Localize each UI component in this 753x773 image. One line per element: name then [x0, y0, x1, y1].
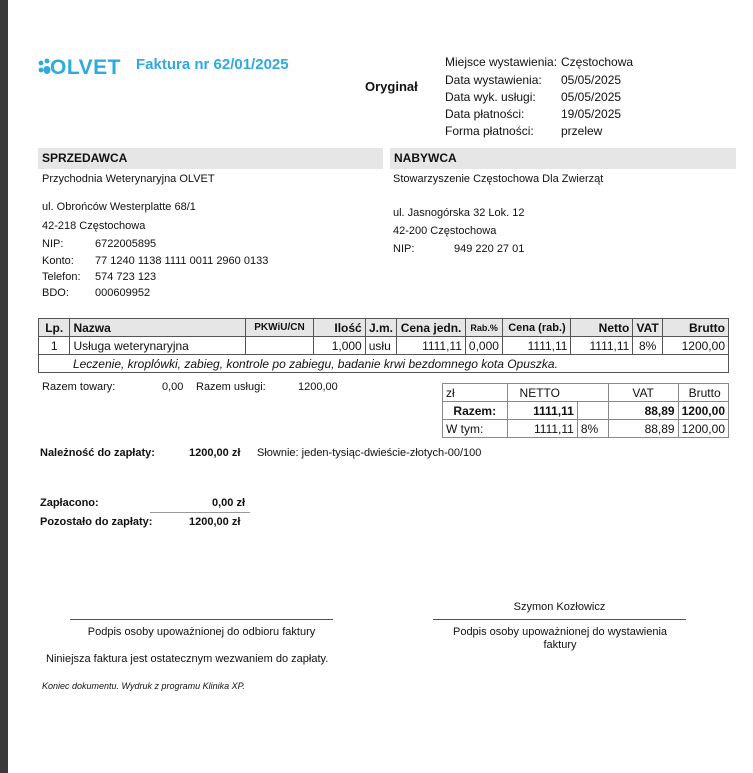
invoice-title: Faktura nr 62/01/2025: [136, 56, 289, 73]
meta-value: 05/05/2025: [561, 90, 622, 104]
col-price: Cena jedn.: [397, 319, 466, 337]
goods-total-value: 0,00: [162, 381, 184, 393]
summary-vat-header: VAT: [608, 384, 678, 402]
col-price-disc: Cena (rab.): [503, 319, 571, 337]
amount-due-label: Należność do zapłaty:: [40, 447, 155, 459]
summary-intym-label: W tym:: [443, 420, 508, 438]
seller-bdo: 000609952: [95, 287, 151, 299]
summary-total-netto: 1111,11: [507, 402, 577, 420]
meta-value: 05/05/2025: [561, 73, 622, 87]
buyer-city: 42-200 Częstochowa: [393, 225, 497, 237]
cell-lp: 1: [39, 337, 70, 355]
buyer-heading: NABYWCA: [390, 148, 736, 169]
remaining-value: 1200,00 zł: [189, 516, 241, 528]
col-discount: Rab.%: [465, 319, 503, 337]
meta-label: Miejsce wystawienia:: [445, 55, 558, 69]
paid-label: Zapłacono:: [40, 497, 99, 509]
seller-heading: SPRZEDAWCA: [38, 148, 383, 169]
buyer-name: Stowarzyszenie Częstochowa Dla Zwierząt: [393, 173, 604, 185]
cell-unit: usłu: [365, 337, 396, 355]
seller-field-label: Telefon:: [42, 271, 81, 283]
meta-value: przelew: [561, 124, 603, 138]
summary-total-row: [443, 402, 729, 420]
meta-value: 19/05/2025: [561, 107, 622, 121]
col-pkwiu: PKWiU/CN: [246, 319, 314, 337]
remaining-label: Pozostało do zapłaty:: [40, 516, 153, 528]
issuer-name: Szymon Kozłowicz: [513, 601, 606, 613]
table-row: [39, 337, 729, 355]
table-row-note: [39, 355, 729, 373]
meta-value: Częstochowa: [561, 55, 634, 69]
summary-total-vat: 88,89: [608, 402, 678, 420]
seller-phone: 574 723 123: [95, 271, 157, 283]
cell-name: Usługa weterynaryjna: [70, 337, 246, 355]
invoice-page: [8, 0, 753, 773]
cell-gross: 1200,00: [662, 337, 728, 355]
summary-intym-rate: 8%: [577, 420, 608, 438]
vat-summary-table: [442, 383, 729, 438]
buyer-street: ul. Jasnogórska 32 Lok. 12: [393, 207, 525, 219]
cell-pkwiu: [246, 337, 314, 355]
summary-intym-netto: 1111,11: [507, 420, 577, 438]
meta-label: Data płatności:: [445, 107, 525, 121]
seller-city: 42-218 Częstochowa: [42, 220, 146, 232]
summary-total-label: Razem:: [443, 402, 508, 420]
items-header-row: [39, 319, 729, 337]
seller-field-label: Konto:: [42, 255, 74, 267]
seller-nip: 6722005895: [95, 238, 157, 250]
col-unit: J.m.: [365, 319, 396, 337]
services-total-label: Razem usługi:: [196, 381, 266, 393]
summary-header-row: [443, 384, 729, 402]
summary-netto-header: NETTO: [507, 384, 608, 402]
summary-total-brutto: 1200,00: [678, 402, 728, 420]
copy-label: Oryginał: [365, 79, 418, 94]
receiver-signature-caption: Podpis osoby upoważnionej do odbioru faktury: [87, 626, 316, 638]
seller-field-label: NIP:: [42, 238, 64, 250]
services-total-value: 1200,00: [298, 381, 338, 393]
goods-total-label: Razem towary:: [42, 381, 116, 393]
amount-due-value: 1200,00 zł: [189, 447, 241, 459]
issuer-signature-caption: Podpis osoby upoważnionej do wystawienia faktury: [452, 626, 668, 651]
receiver-signature-line: [70, 619, 333, 620]
logo-text: OLVET: [50, 56, 121, 79]
buyer-nip-label: NIP:: [393, 243, 415, 255]
buyer-nip: 949 220 27 01: [454, 243, 525, 255]
paid-divider: [150, 512, 250, 513]
cell-price-disc: 1111,11: [503, 337, 571, 355]
summary-intym-brutto: 1200,00: [678, 420, 728, 438]
summary-intym-vat: 88,89: [608, 420, 678, 438]
paid-value: 0,00 zł: [212, 497, 246, 509]
olvet-logo: [38, 56, 121, 84]
summary-brutto-header: Brutto: [678, 384, 728, 402]
meta-label: Data wystawienia:: [445, 73, 542, 87]
summary-intym-row: [443, 420, 729, 438]
col-vat: VAT: [633, 319, 663, 337]
seller-account: 77 1240 1138 1111 0011 2960 0133: [95, 255, 269, 267]
seller-field-label: BDO:: [42, 287, 69, 299]
amount-in-words: Słownie: jeden-tysiąc-dwieście-złotych-00/100: [257, 447, 482, 459]
cell-discount: 0,000: [465, 337, 503, 355]
cell-qty: 1,000: [313, 337, 365, 355]
cell-price: 1111,11: [397, 337, 466, 355]
seller-name: Przychodnia Weterynaryjna OLVET: [42, 173, 215, 185]
col-gross: Brutto: [662, 319, 728, 337]
col-net: Netto: [571, 319, 633, 337]
final-notice: Niniejsza faktura jest ostatecznym wezwaniem do zapłaty.: [46, 653, 329, 665]
end-note: Koniec dokumentu. Wydruk z programu Klinika XP.: [42, 681, 245, 691]
col-qty: Ilość: [313, 319, 365, 337]
item-description: Leczenie, kroplówki, zabieg, kontrole po zabiegu, badanie krwi bezdomnego kota Opuszka.: [70, 355, 729, 373]
col-name: Nazwa: [70, 319, 246, 337]
col-lp: Lp.: [39, 319, 70, 337]
summary-currency: zł: [443, 384, 508, 402]
issuer-signature-line: [433, 619, 686, 620]
meta-label: Data wyk. usługi:: [445, 90, 536, 104]
meta-label: Forma płatności:: [445, 124, 534, 138]
cell-vat: 8%: [633, 337, 663, 355]
seller-street: ul. Obrońców Westerplatte 68/1: [42, 201, 196, 213]
items-table: [38, 318, 729, 373]
cell-net: 1111,11: [571, 337, 633, 355]
